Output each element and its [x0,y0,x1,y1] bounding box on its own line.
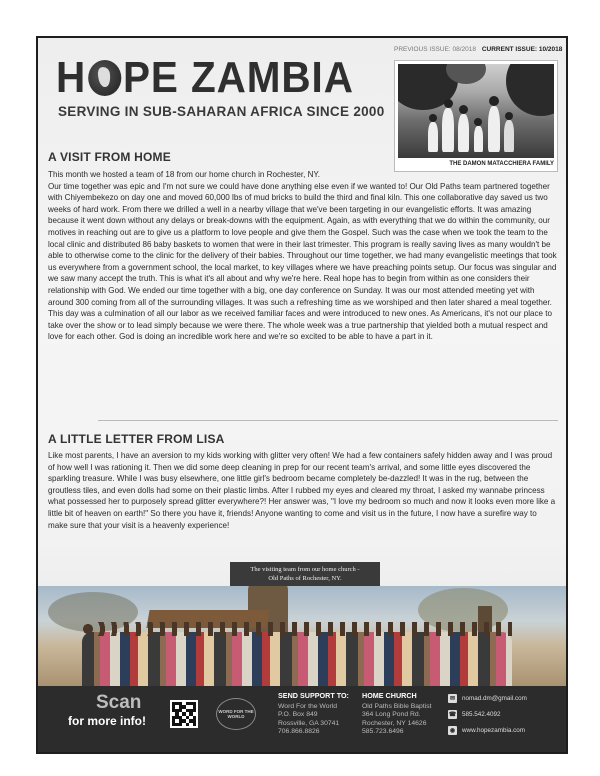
phone-icon: ☎ [448,712,457,718]
article-paragraph: Like most parents, I have an aversion to my kids working with glitter very often! We had a few containers safely hidden away and I was proud of how well I was rationing it. Then we did some deep cleaning in prep for our recent team's arrival, and some little eyes discovered the sparkling treasure. While I was busy elsewhere, one little girl's bedroom became completely be-dazzled! It was in the rug, between the groutless tiles, and even dolls had some on their plastic limbs. After I rubbed my eyes and cleared my throat, I asked my wannabe princess what possessed her to purposely spread glitter everywhere?! Her answer was, "I love my bedroom so much and now it looks even more like a little bit of heaven on earth!" So there you have it, friends! Anyone wanting to come and visit us in the future, I now have a surefire way to make sure that your visit is a heavenly experience! [48,451,556,530]
word-for-the-world-logo: WORD FOR THE WORLD [216,698,256,730]
address-line: 585.723.6496 [362,727,404,735]
address-line: 364 Long Pond Rd. [362,711,421,719]
previous-issue: PREVIOUS ISSUE: 08/2018 [394,46,477,53]
caption-line: Old Paths of Rochester, NY. [268,575,342,582]
website-text: www.hopezambia.com [462,727,525,734]
logo-text-left: H [56,53,87,102]
team-photo-caption [230,562,380,586]
article-body [48,169,558,343]
email-icon: ✉ [449,696,456,702]
phone-contact[interactable] [448,710,501,719]
article-paragraph: This month we hosted a team of 18 from our home church in Rochester, NY. [48,170,321,179]
article-body [48,450,558,531]
tagline: SERVING IN SUB-SAHARAN AFRICA SINCE 2000 [58,104,385,119]
current-issue: CURRENT ISSUE: 10/2018 [481,46,563,53]
more-info-label: for more info! [68,714,146,728]
email-contact[interactable] [448,694,527,703]
address-line: Word For the World [278,703,338,711]
issue-info [394,46,562,53]
phone-text: 585.542.4092 [462,711,501,718]
address-line: 706.866.8826 [278,727,320,735]
address-line: Old Paths Bible Baptist [362,703,432,711]
team-photo [38,586,566,686]
support-address [278,692,349,736]
address-line: P.O. Box 849 [278,711,318,719]
section-divider [98,420,558,421]
family-photo-image [398,64,554,158]
newsletter-page [36,36,568,754]
family-photo [394,60,558,172]
website-contact[interactable] [448,726,525,735]
email-text: nomad.dm@gmail.com [462,695,527,702]
caption-line: The visiting team from our home church - [250,566,360,573]
globe-icon: ◉ [449,728,456,734]
article-heading: A VISIT FROM HOME [48,150,171,164]
scan-label: Scan [96,692,142,713]
qr-code[interactable] [170,700,198,728]
hope-zambia-logo [56,53,354,102]
footer [38,686,566,754]
africa-globe-icon [88,60,121,96]
article-heading: A LITTLE LETTER FROM LISA [48,432,225,446]
address-line: Rossville, GA 30741 [278,719,340,727]
home-church-address [362,692,432,736]
family-photo-caption: THE DAMON MATACCHIERA FAMILY [449,161,554,167]
article-paragraph: Our time together was epic and I'm not sure we could have done anything else even if we wanted to! Our Old Paths team partnered together with Chiyembekezo on day one and moved 60,000 lbs of mud bricks to build the third and final kiln. This one collaborative day saved us two weeks of hard work. From there we drilled a well in a nearby village that we've been targeting in our evangelistic efforts. It was amazing because it went down without any delays or break-downs with the equipment. Again, as with everything that we do within the community, our motives in reaching out are to give us a platform to love people and give them the Gospel. Such was the case when we took the team to the local clinic and distributed 86 baby baskets to women that were in their last trimester. This program is really saving lives as many wouldn't be able to otherwise come to the clinic for the delivery of their babies. Throughout our time together, we had many evangelistic meetings that took us everywhere from a government school, the local market, to key villages where we have preaching points setup. Our focus was singular and we saw many accept the truth. This is what it's all about and why we're here. Real hope has to begin from within as one considers their relationship with God. We ended our time together with a big, one day conference on Sunday. It was our most attended meeting yet with around 300 coming from all of the surrounding villages. It was such a refreshing time as we worshiped and then later shared a meal together. This day was a culmination of all our labor as we received familiar faces and were introduced to new ones. As Americans, it's not our place to take over the show or to lead simply because we were there. The whole week was a true partnership that yielded both a mutual respect and love for each other. God is doing an incredible work here and we're so excited to be able to have a part in it. [48,181,557,342]
logo-text-right: PE ZAMBIA [122,53,354,102]
address-line: Rochester, NY 14626 [362,719,427,727]
home-church-heading: HOME CHURCH [362,691,417,700]
support-heading: SEND SUPPORT TO: [278,691,349,700]
